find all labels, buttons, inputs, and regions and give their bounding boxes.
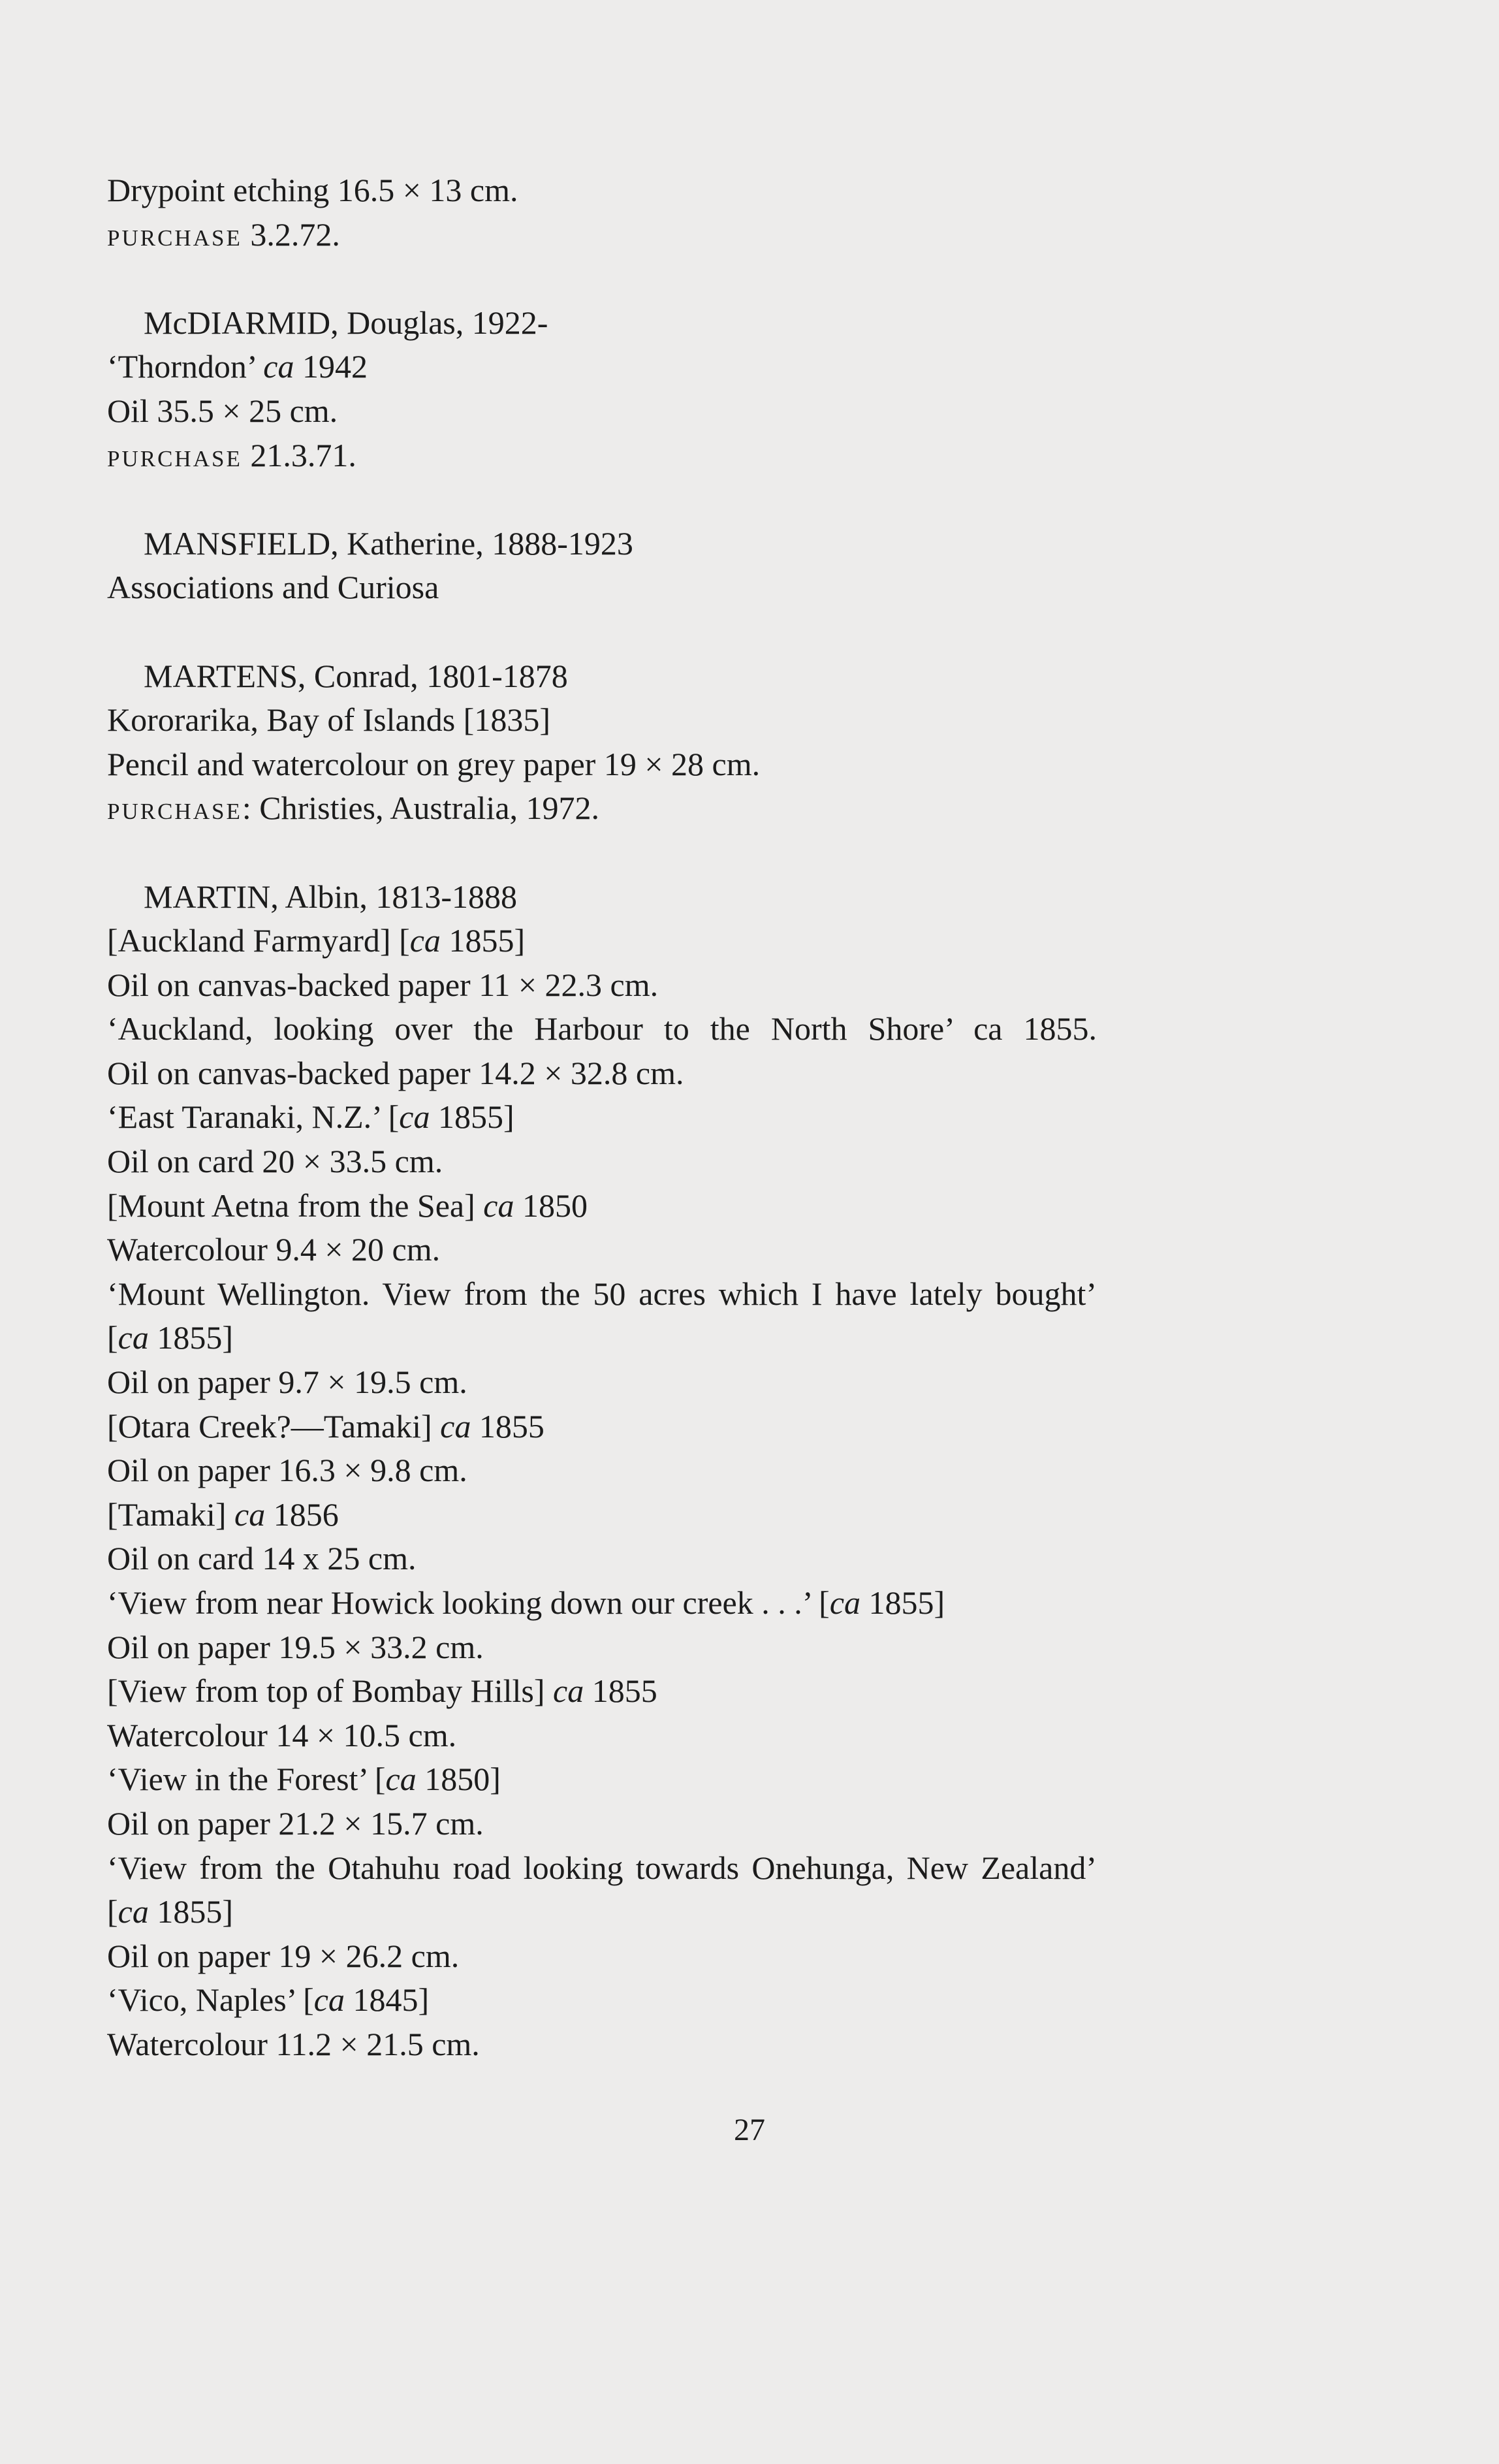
work-medium: Oil on paper 16.3 × 9.8 cm. — [107, 1452, 467, 1489]
purchase-date: 3.2.72. — [242, 216, 340, 253]
work-title-text: [View from top of Bombay Hills] — [107, 1672, 554, 1710]
circa-italic: ca — [263, 348, 294, 385]
purchase-line — [107, 434, 1217, 478]
work-title-text: ‘View in the Forest’ [ — [107, 1761, 386, 1798]
purchase-label: purchase — [107, 436, 242, 473]
catalogue-text — [107, 168, 1217, 2067]
work-title-text: ‘Thorndon’ — [107, 348, 264, 385]
circa-italic: ca — [553, 1672, 584, 1710]
work-year: 1856 — [265, 1496, 339, 1533]
artist-heading: MARTENS, Conrad, 1801-1878 — [144, 657, 568, 694]
purchase-date: 21.3.71. — [242, 436, 356, 473]
work-year: 1855] — [860, 1584, 945, 1621]
work-medium: Oil on paper 9.7 × 19.5 cm. — [107, 1364, 467, 1401]
work-title: ‘Auckland, looking over the Harbour to the North Shore’ ca 1855. — [107, 1010, 1097, 1048]
work-medium: Oil on paper 19.5 × 33.2 cm. — [107, 1628, 484, 1665]
work-title — [107, 919, 1217, 963]
work-title-continued — [107, 1316, 1217, 1360]
work-title — [107, 1669, 1217, 1714]
artist-heading: MANSFIELD, Katherine, 1888-1923 — [144, 524, 633, 562]
work-medium: Pencil and watercolour on grey paper 19 × 28 cm. — [107, 745, 761, 782]
work-title — [107, 1095, 1217, 1140]
work-medium: Oil on paper 19 × 26.2 cm. — [107, 1937, 460, 1974]
circa-italic: ca — [118, 1319, 149, 1356]
work-year: 1855] — [148, 1319, 234, 1356]
purchase-label: purchase — [107, 216, 242, 253]
work-medium: Watercolour 14 × 10.5 cm. — [107, 1716, 457, 1753]
entry-gap — [107, 831, 1217, 875]
purchase-line — [107, 213, 1217, 257]
work-year: 1855] — [440, 922, 526, 959]
work-title — [107, 1405, 1217, 1449]
work-year: 1845] — [344, 1981, 430, 2019]
work-title-continued — [107, 1890, 1217, 1934]
work-title — [107, 345, 1217, 389]
work-title-text: [Mount Aetna from the Sea] — [107, 1187, 484, 1224]
work-title-text: [Auckland Farmyard] [ — [107, 922, 410, 959]
work-title — [107, 1581, 1217, 1625]
circa-italic: ca — [399, 1098, 430, 1136]
work-title-text: ‘East Taranaki, N.Z.’ [ — [107, 1098, 400, 1136]
work-title-text: ‘Vico, Naples’ [ — [107, 1981, 314, 2019]
work-year: 1855 — [584, 1672, 657, 1710]
entry-gap — [107, 257, 1217, 301]
artist-heading: McDIARMID, Douglas, 1922- — [144, 304, 548, 341]
work-medium: Oil on card 20 × 33.5 cm. — [107, 1143, 443, 1180]
circa-italic: ca — [440, 1407, 471, 1445]
work-title-text: [Tamaki] — [107, 1496, 235, 1533]
entry-gap — [107, 610, 1217, 654]
work-medium: Oil on paper 21.2 × 15.7 cm. — [107, 1804, 484, 1842]
work-medium: Oil on canvas-backed paper 11 × 22.3 cm. — [107, 966, 659, 1003]
work-medium: Watercolour 9.4 × 20 cm. — [107, 1231, 441, 1268]
entry-line: Drypoint etching 16.5 × 13 cm. — [107, 172, 518, 208]
work-medium: Oil 35.5 × 25 cm. — [107, 392, 338, 429]
work-medium: Oil on card 14 x 25 cm. — [107, 1540, 417, 1577]
work-year: 1855] — [430, 1098, 514, 1136]
artist-heading: MARTIN, Albin, 1813-1888 — [144, 878, 517, 915]
bracket-open: [ — [107, 1319, 118, 1356]
purchase-source: : Christies, Australia, 1972. — [242, 790, 600, 827]
work-title — [107, 1184, 1217, 1228]
work-title — [107, 1493, 1217, 1537]
work-year: 1855] — [148, 1893, 234, 1930]
bracket-open: [ — [107, 1893, 118, 1930]
circa-italic: ca — [385, 1761, 417, 1798]
work-title-text: [Otara Creek?—Tamaki] — [107, 1407, 441, 1445]
page-number: 27 — [734, 2113, 765, 2147]
purchase-label: purchase — [107, 790, 242, 827]
entry-line: Associations and Curiosa — [107, 569, 439, 606]
work-medium: Watercolour 11.2 × 21.5 cm. — [107, 2025, 480, 2062]
work-year: 1855 — [471, 1407, 544, 1445]
work-title: Kororarika, Bay of Islands [1835] — [107, 701, 550, 739]
purchase-line — [107, 786, 1217, 831]
work-year: 1850 — [514, 1187, 588, 1224]
circa-italic: ca — [313, 1981, 345, 2019]
circa-italic: ca — [118, 1893, 149, 1930]
work-title: ‘Mount Wellington. View from the 50 acres which I have lately bought’ — [107, 1275, 1097, 1312]
circa-italic: ca — [483, 1187, 514, 1224]
work-title: ‘View from the Otahuhu road looking towards Onehunga, New Zealand’ — [107, 1849, 1097, 1886]
work-title — [107, 1978, 1217, 2023]
work-year: 1942 — [294, 348, 368, 385]
entry-gap — [107, 477, 1217, 522]
work-year: 1850] — [416, 1761, 501, 1798]
work-medium: Oil on canvas-backed paper 14.2 × 32.8 cm. — [107, 1054, 684, 1091]
circa-italic: ca — [234, 1496, 266, 1533]
work-title — [107, 1757, 1217, 1802]
circa-italic: ca — [829, 1584, 861, 1621]
work-title-text: ‘View from near Howick looking down our creek . . .’ [ — [107, 1584, 830, 1621]
circa-italic: ca — [409, 922, 441, 959]
